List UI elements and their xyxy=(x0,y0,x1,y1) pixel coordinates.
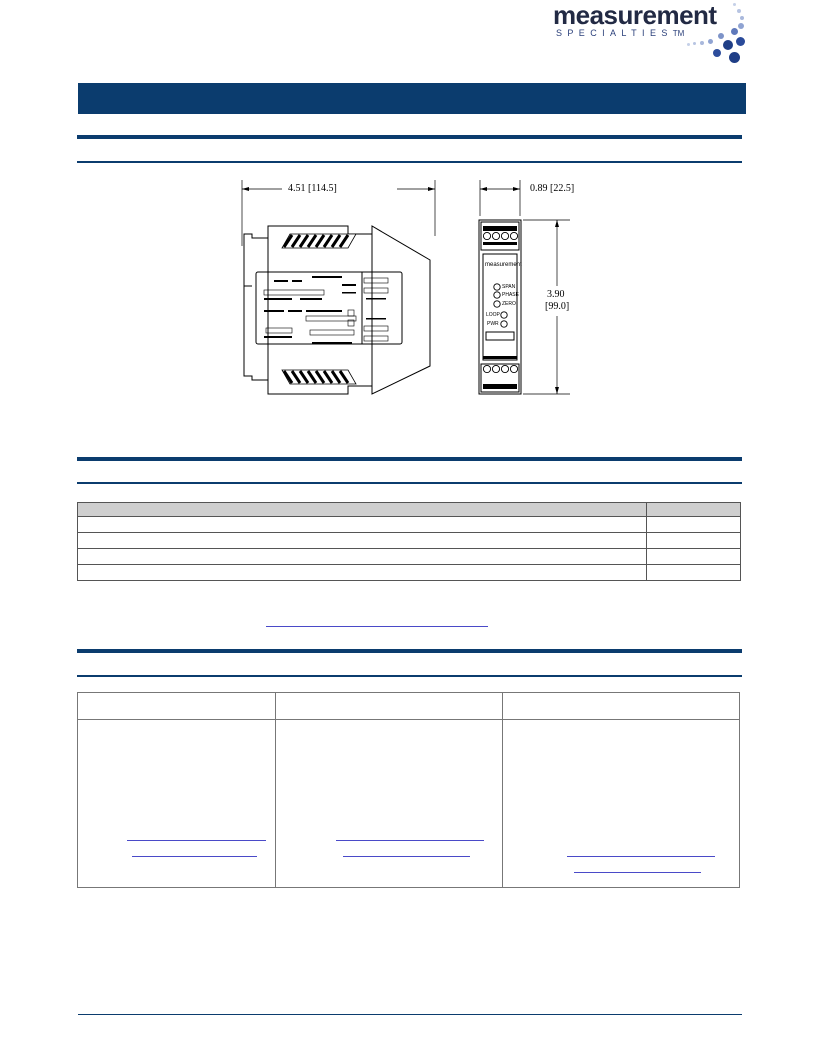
width-dimension-label: 4.51 [114.5] xyxy=(288,183,337,194)
led-pwr-label: PWR xyxy=(487,321,499,327)
table-cell xyxy=(647,517,741,533)
table-row xyxy=(78,517,741,533)
section-rule-top xyxy=(77,457,742,461)
table-header-cell xyxy=(647,503,741,517)
contact-table xyxy=(77,692,740,888)
section-rule-bottom xyxy=(77,482,742,484)
footer-rule xyxy=(78,1014,742,1015)
website-link[interactable] xyxy=(266,626,488,627)
column-divider xyxy=(502,693,503,887)
section-rule-bottom xyxy=(77,675,742,677)
table-cell xyxy=(647,533,741,549)
table-cell xyxy=(78,549,647,565)
section-rule-top xyxy=(77,135,742,139)
table-row xyxy=(78,549,741,565)
logo-subtitle-text: SPECIALTIES xyxy=(556,28,673,38)
contact-web-link-1[interactable] xyxy=(132,856,257,857)
dimension-drawing xyxy=(230,176,590,404)
table-header-cell xyxy=(78,503,647,517)
contact-email-link-2[interactable] xyxy=(336,840,484,841)
table-cell xyxy=(78,533,647,549)
column-divider xyxy=(275,693,276,887)
front-brand-label: measurement xyxy=(485,262,522,268)
height-dimension-mm: [99.0] xyxy=(545,301,570,312)
header-divider xyxy=(78,719,739,720)
led-zero-label: ZERO xyxy=(502,301,516,307)
table-header-row xyxy=(78,503,741,517)
logo-trademark: TM xyxy=(672,29,685,38)
logo-wordmark: measurement xyxy=(553,0,717,30)
section-rule-top xyxy=(77,649,742,653)
contact-email-link-3[interactable] xyxy=(567,856,715,857)
contact-web-link-2[interactable] xyxy=(343,856,470,857)
table-cell xyxy=(78,517,647,533)
led-loop-label: LOOP xyxy=(486,312,500,318)
ordering-table xyxy=(77,502,741,581)
title-band xyxy=(78,83,746,114)
table-cell xyxy=(647,565,741,581)
table-cell xyxy=(647,549,741,565)
table-row xyxy=(78,565,741,581)
contact-email-link-1[interactable] xyxy=(127,840,266,841)
table-cell xyxy=(78,565,647,581)
led-phase-label: PHASE xyxy=(502,292,519,298)
height-dimension-inches: 3.90 xyxy=(547,289,565,300)
section-rule-bottom xyxy=(77,161,742,163)
table-row xyxy=(78,533,741,549)
led-span-label: SPAN xyxy=(502,284,516,290)
depth-dimension-label: 0.89 [22.5] xyxy=(530,183,575,194)
contact-web-link-3[interactable] xyxy=(574,872,701,873)
logo-subtitle xyxy=(556,27,684,40)
